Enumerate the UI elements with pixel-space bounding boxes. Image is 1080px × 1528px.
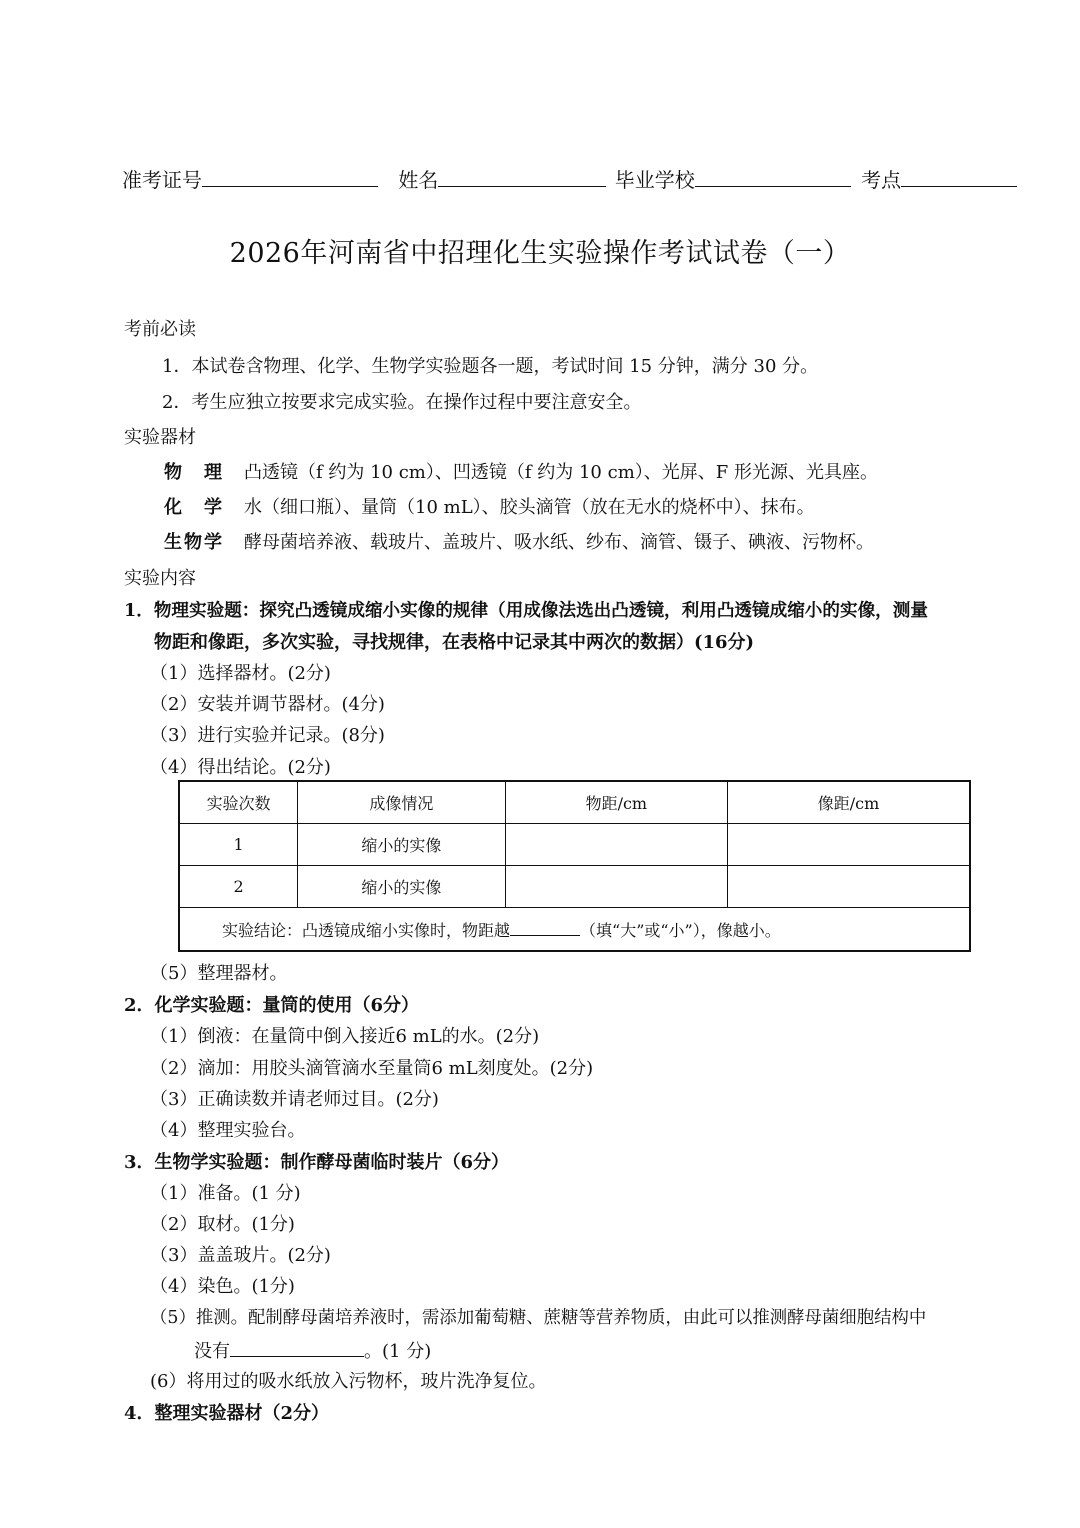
materials-physics [164,461,878,485]
materials-chemistry [164,496,815,520]
exam-id-blank[interactable] [202,166,378,187]
biology-label: 生物学 [164,532,224,553]
exam-id-label: 准考证号 [122,168,202,192]
trial-number: 2 [179,866,298,908]
exam-header [122,166,1017,193]
q3-step: （3）盖盖玻片。(2分) [150,1245,331,1266]
notice-item: 1．本试卷含物理、化学、生物学实验题各一题，考试时间 15 分钟，满分 30 分。 [162,356,819,377]
site-label: 考点 [861,168,902,192]
table-row [179,866,970,908]
table-header: 像距/cm [728,781,970,824]
q1-step-5: （5）整理器材。 [150,963,288,984]
q3-step: （2）取材。(1分) [150,1214,295,1235]
record-table [178,780,971,952]
conclusion-before: 实验结论：凸透镜成缩小实像时，物距越 [222,920,511,940]
chemistry-label: 化 学 [164,497,224,518]
answer-blank[interactable] [230,1338,364,1357]
physics-materials: 凸透镜（f 约为 10 cm）、凹透镜（f 约为 10 cm）、光屏、F 形光源、光具座。 [244,462,878,483]
conclusion-blank[interactable] [510,919,580,936]
q2-title: 2．化学实验题：量筒的使用（6分） [124,995,420,1016]
q3-step: （1）准备。(1 分) [150,1183,301,1204]
materials-heading: 实验器材 [124,427,196,448]
image-description: 缩小的实像 [298,824,505,866]
school-label: 毕业学校 [614,168,695,192]
page-title: 2026年河南省中招理化生实验操作考试试卷（一） [229,238,851,269]
conclusion-cell [179,908,970,952]
table-conclusion-row [179,908,970,952]
name-label: 姓名 [398,168,439,192]
school-blank[interactable] [695,166,851,187]
biology-materials: 酵母菌培养液、载玻片、盖玻片、吸水纸、纱布、滴管、镊子、碘液、污物杯。 [244,532,874,553]
q3-step-5-line2 [194,1338,431,1364]
site-blank[interactable] [901,166,1017,187]
q2-step: （2）滴加：用胶头滴管滴水至量筒6 mL刻度处。(2分) [150,1058,594,1079]
q2-step: （1）倒液：在量筒中倒入接近6 mL的水。(2分) [150,1026,540,1047]
table-header: 实验次数 [179,781,298,824]
q4-title: 4．整理实验器材（2分） [124,1403,330,1424]
table-header: 物距/cm [505,781,727,824]
materials-biology [164,531,874,555]
name-blank[interactable] [438,166,606,187]
q2-step: （4）整理实验台。 [150,1120,306,1141]
q1-title-line1: 1．物理实验题：探究凸透镜成缩小实像的规律（用成像法选出凸透镜，利用凸透镜成缩小的实像，测量 [124,600,928,621]
table-header: 成像情况 [298,781,505,824]
q1-step: （2）安装并调节器材。(4分) [150,694,385,715]
q3-title: 3．生物学实验题：制作酵母菌临时装片（6分） [124,1152,510,1173]
trial-number: 1 [179,824,298,866]
notice-heading: 考前必读 [124,319,196,340]
q3-step-5-line1: （5）推测。配制酵母菌培养液时，需添加葡萄糖、蔗糖等营养物质，由此可以推测酵母菌细胞结构中 [150,1308,927,1328]
conclusion-after: （填“大”或“小”），像越小。 [580,920,781,940]
q3-step-6: (6）将用过的吸水纸放入污物杯，玻片洗净复位。 [150,1371,547,1392]
q3-step: （4）染色。(1分) [150,1276,295,1297]
q1-step: （4）得出结论。(2分) [150,757,331,778]
object-distance-cell[interactable] [505,824,727,866]
chemistry-materials: 水（细口瓶）、量筒（10 mL）、胶头滴管（放在无水的烧杯中）、抹布。 [244,497,815,518]
q1-title-line2: 物距和像距，多次实验，寻找规律，在表格中记录其中两次的数据）(16分) [154,632,755,653]
image-distance-cell[interactable] [728,824,970,866]
image-description: 缩小的实像 [298,866,505,908]
content-heading: 实验内容 [124,568,196,589]
q2-step: （3）正确读数并请老师过目。(2分) [150,1089,439,1110]
q1-step: （1）选择器材。(2分) [150,663,331,684]
table-row [179,824,970,866]
table-header-row [179,781,970,824]
q3-step-5-after: 。(1 分) [364,1341,432,1362]
physics-label: 物 理 [164,462,224,483]
object-distance-cell[interactable] [505,866,727,908]
notice-item: 2．考生应独立按要求完成实验。在操作过程中要注意安全。 [162,392,642,413]
q3-step-5-before: 没有 [194,1341,230,1362]
image-distance-cell[interactable] [728,866,970,908]
q1-step: （3）进行实验并记录。(8分) [150,725,385,746]
